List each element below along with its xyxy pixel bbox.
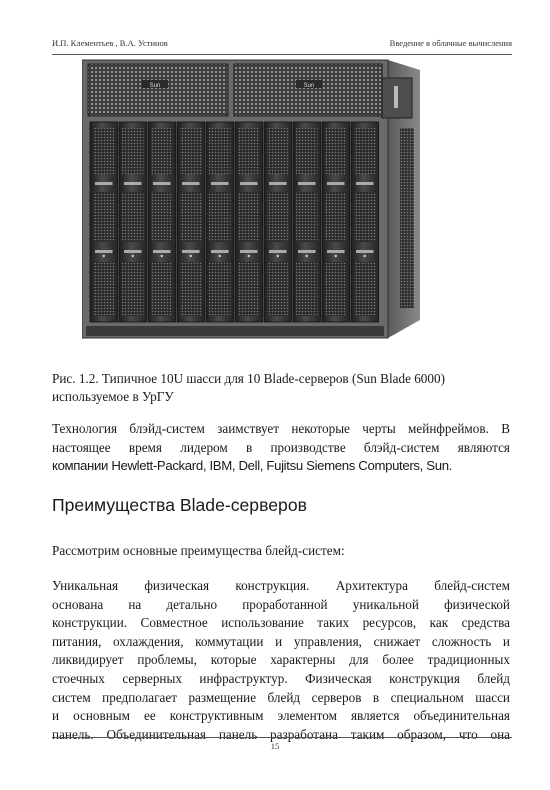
blade-vent-middle	[122, 192, 144, 242]
blade-led	[103, 255, 105, 257]
blade-handle	[356, 250, 374, 253]
lead-line: Рассмотрим основные преимущества блейд-систем:	[52, 543, 345, 558]
blade-led	[219, 255, 221, 257]
blade-handle	[298, 182, 316, 185]
intro-line: Технология блэйд-систем заимствует некоторые черты мейнфреймов. В	[52, 421, 510, 436]
blade-vent-middle	[238, 192, 260, 242]
body-line: ликвидирует проблемы, которые характерны для более традиционных	[52, 652, 510, 668]
side-vent	[400, 128, 414, 308]
blade-vent-middle	[354, 192, 376, 242]
body-line: основана на детально проработанной уникальной физической	[52, 596, 510, 612]
lead-paragraph	[52, 542, 510, 561]
blade-led	[161, 255, 163, 257]
blade-handle	[356, 182, 374, 185]
blade-led	[132, 255, 134, 257]
blade-chassis-photo	[82, 58, 432, 348]
figure-caption	[52, 370, 510, 406]
page-number: 15	[270, 741, 280, 751]
blade-vent-top	[267, 128, 289, 174]
intro-line: компании Hewlett-Packard, IBM, Dell, Fujitsu Siemens Computers, Sun.	[52, 458, 452, 474]
blade-vent-bottom	[93, 262, 115, 316]
running-header	[52, 38, 512, 55]
blade-vent-bottom	[296, 262, 318, 316]
blade-vent-bottom	[122, 262, 144, 316]
blade-vent-middle	[151, 192, 173, 242]
blade-led	[277, 255, 279, 257]
blade-vent-bottom	[209, 262, 231, 316]
caption-line-1: Рис. 1.2. Типичное 10U шасси для 10 Blade-серверов (Sun Blade 6000)	[52, 371, 445, 386]
header-title: Введение в облачные вычисления	[389, 38, 512, 48]
blade-vent-middle	[93, 192, 115, 242]
intro-paragraph	[52, 420, 510, 476]
blade-vent-middle	[296, 192, 318, 242]
blade-handle	[269, 250, 287, 253]
blade-vent-middle	[180, 192, 202, 242]
blade-handle	[240, 250, 258, 253]
footer-rule	[52, 737, 512, 738]
blade-handle	[95, 250, 113, 253]
blade-handle	[182, 250, 200, 253]
blade-handle	[182, 182, 200, 185]
body-line: конструкции. Совместное использование таких ресурсов, как средства	[52, 615, 510, 631]
body-paragraph	[52, 577, 510, 744]
blade-handle	[124, 250, 142, 253]
blade-vent-bottom	[354, 262, 376, 316]
blade-vent-top	[93, 128, 115, 174]
blade-handle	[124, 182, 142, 185]
section-heading: Преимущества Blade-серверов	[52, 495, 307, 515]
blade-vent-middle	[209, 192, 231, 242]
blade-vent-top	[354, 128, 376, 174]
blade-handle	[298, 250, 316, 253]
blade-led	[306, 255, 308, 257]
blade-vent-bottom	[325, 262, 347, 316]
blade-handle	[269, 182, 287, 185]
blade-vent-top	[151, 128, 173, 174]
blade-handle	[153, 182, 171, 185]
blade-vent-middle	[267, 192, 289, 242]
blade-vent-top	[296, 128, 318, 174]
blade-led	[248, 255, 250, 257]
blade-led	[364, 255, 366, 257]
blade-vent-top	[238, 128, 260, 174]
blade-led	[190, 255, 192, 257]
blade-vent-top	[209, 128, 231, 174]
chassis-base	[86, 326, 384, 336]
body-line: стоечных серверных инфраструктур. Физическая конструкция блейд	[52, 670, 510, 686]
blade-vent-bottom	[180, 262, 202, 316]
blade-vent-middle	[325, 192, 347, 242]
blade-vent-top	[122, 128, 144, 174]
fan-module-right	[234, 64, 382, 116]
blade-handle	[211, 250, 229, 253]
body-line: и основным ее конструктивным элементом является объединительная	[52, 708, 510, 724]
blade-handle	[327, 182, 345, 185]
side-bay-latch	[394, 86, 398, 108]
body-line: систем предполагает размещение блейд серверов в специальном шасси	[52, 689, 510, 705]
blade-vent-top	[180, 128, 202, 174]
blade-handle	[95, 182, 113, 185]
blade-vent-bottom	[151, 262, 173, 316]
blade-led	[335, 255, 337, 257]
body-line: Уникальная физическая конструкция. Архитектура блейд-систем	[52, 578, 510, 593]
body-line: панель. Объединительная панель разработана таким образом, что она	[52, 726, 510, 742]
blade-handle	[211, 182, 229, 185]
header-authors: И.П. Клементьев , В.А. Устинов	[52, 38, 168, 48]
caption-line-2: используемое в УрГУ	[52, 389, 174, 404]
sun-logo-right-text: Sun	[303, 83, 315, 89]
blade-handle	[327, 250, 345, 253]
sun-logo-left-text: Sun	[149, 83, 161, 89]
body-line: питания, охлаждения, коммутации и управления, снижает сложность и	[52, 633, 510, 649]
fan-module-left	[88, 64, 228, 116]
blade-handle	[240, 182, 258, 185]
blade-handle	[153, 250, 171, 253]
blade-vent-bottom	[238, 262, 260, 316]
blade-vent-bottom	[267, 262, 289, 316]
intro-line: настоящее время лидером в производстве блэйд-систем являются	[52, 439, 510, 455]
blade-vent-top	[325, 128, 347, 174]
